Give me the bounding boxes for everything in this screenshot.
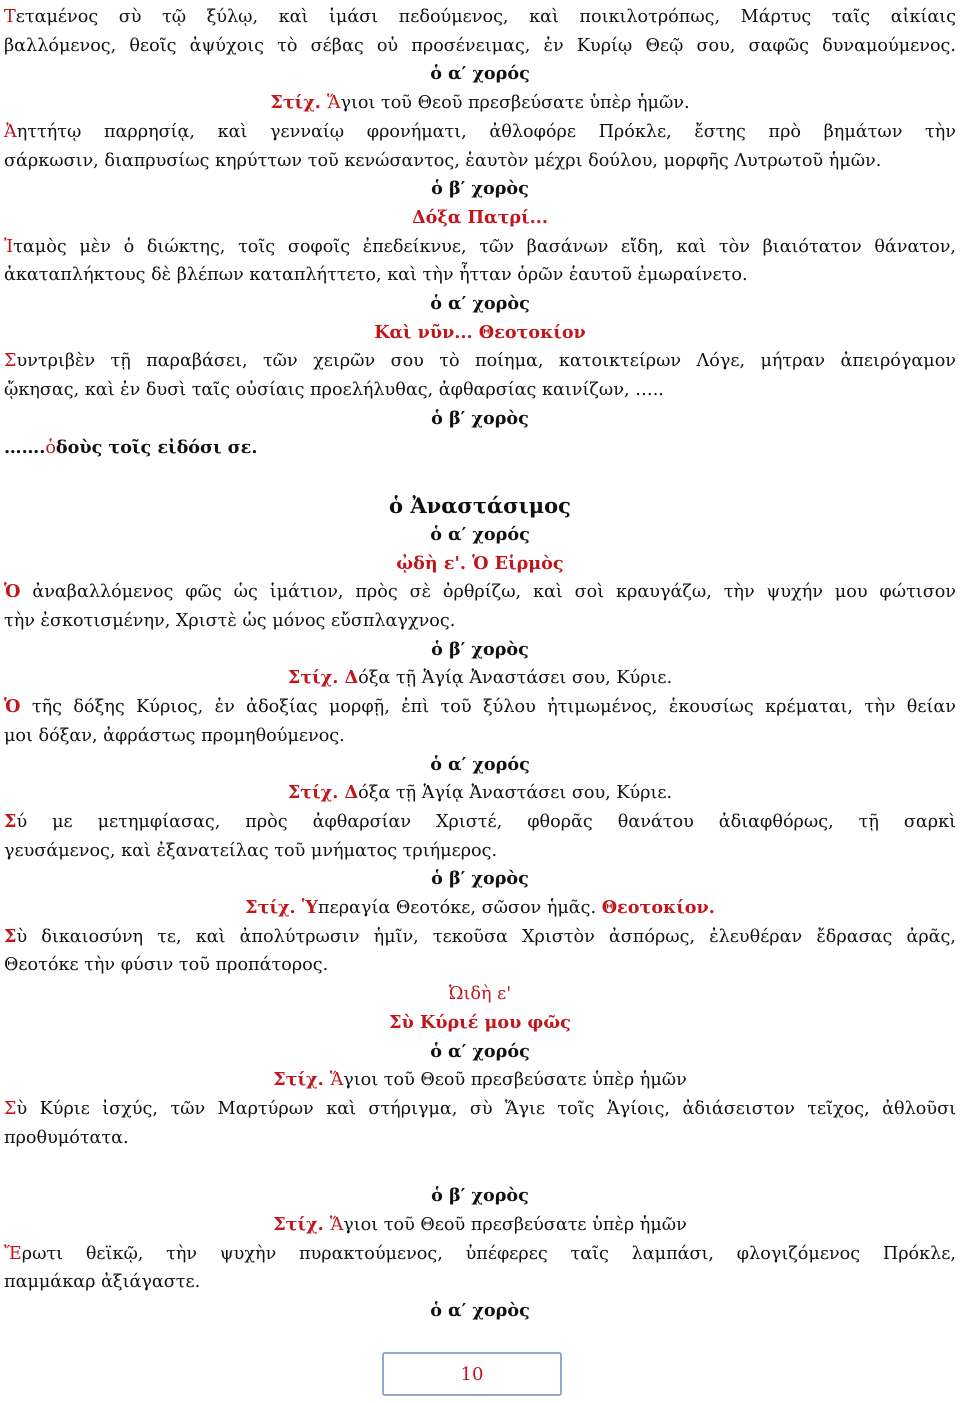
text-run: γιοι τοῦ Θεοῦ πρεσβεύσατε ὑπὲρ ἡμῶν xyxy=(343,1070,687,1091)
text-line xyxy=(0,751,960,780)
text-line xyxy=(0,779,960,808)
text-run: Σ xyxy=(4,351,17,372)
text-line xyxy=(4,1240,956,1269)
text-line xyxy=(4,951,956,980)
text-run: περαγία Θεοτόκε, σῶσον ἡμᾶς. xyxy=(318,898,602,918)
text-run: ὁ β′ χορὸς xyxy=(431,1185,529,1207)
text-run: Θεοτοκίον. xyxy=(601,897,715,918)
text-run: υντριβὲν τῇ παραβάσει, τῶν χειρῶν σου τὸ ποίημα, κατοικτείρων Λόγε, μήτραν ἀπειρόγαμον xyxy=(16,351,956,372)
text-run: Στίχ. xyxy=(287,782,345,804)
text-run: γιοι τοῦ Θεοῦ πρεσβεύσατε ὑπὲρ ἡμῶν. xyxy=(340,93,690,114)
text-line xyxy=(4,607,956,636)
text-line xyxy=(4,923,956,952)
text-run: Σὺ Κύριέ μου φῶς xyxy=(389,1011,571,1033)
text-line xyxy=(0,204,960,233)
text-run: Καὶ νῦν... Θεοτοκίον xyxy=(374,321,586,343)
text-run: Τ xyxy=(4,7,16,27)
text-run: Ἅ xyxy=(329,1070,344,1091)
text-run: Σ xyxy=(4,925,17,947)
text-run: μοι δόξαν, ἀφράστως προμηθούμενος. xyxy=(4,725,345,746)
text-run: σάρκωσιν, διαπρυσίως κηρύττων τοῦ κενώσαντος, ἑαυτὸν μέχρι δούλου, μορφῆς Λυτρωτοῦ ἡμῶν. xyxy=(4,150,882,171)
text-line xyxy=(0,1182,960,1211)
text-run: ὁ α′ χορός xyxy=(430,1040,530,1062)
text-run: ὁ α′ χορός xyxy=(430,753,530,775)
text-run: Σ xyxy=(4,1098,17,1119)
text-run: Ὁ xyxy=(4,581,21,603)
text-line xyxy=(0,319,960,348)
text-run: βαλλόμενος, θεοῖς ἀψύχοις τὸ σέβας οὐ προσένειμας, ἐν Κυρίῳ Θεῷ σου, σαφῶς δυναμούμενος. xyxy=(4,35,956,56)
text-run: ἀναβαλλόμενος φῶς ὡς ἱμάτιον, πρὸς σὲ ὀρθρίζω, καὶ σοὶ κραυγάζω, τὴν ψυχήν μου φώτισον xyxy=(20,582,956,603)
text-run: Στίχ. xyxy=(245,897,302,918)
text-line xyxy=(4,261,956,290)
text-run: Ὑ xyxy=(301,897,319,918)
text-line xyxy=(0,1297,960,1326)
text-line xyxy=(4,837,956,866)
text-run: παμμάκαρ ἀξιάγαστε. xyxy=(4,1272,201,1293)
text-line xyxy=(0,1038,960,1067)
text-run: Ἅ xyxy=(329,1215,344,1235)
text-run: ύ με μετημφίασας, πρὸς ἀφθαρσίαν Χριστέ, φθορᾶς θανάτου ἀδιαφθόρως, τῇ σαρκὶ xyxy=(16,811,956,832)
text-run: ταμὸς μὲν ὁ διώκτης, τοῖς σοφοῖς ἐπεδείκνυε, τῶν βασάνων εἴδη, καὶ τὸν βιαιότατον θάνατον, xyxy=(13,236,956,257)
text-line xyxy=(4,376,956,405)
text-run: προθυμότατα. xyxy=(4,1127,129,1148)
text-line xyxy=(4,233,956,262)
text-line xyxy=(0,492,960,523)
text-line xyxy=(4,147,956,176)
text-line xyxy=(0,550,960,579)
text-line xyxy=(4,578,956,607)
text-line xyxy=(4,1268,956,1297)
text-run: Ὁ xyxy=(4,696,21,718)
text-run: Στίχ. xyxy=(273,1069,330,1091)
page-number: 10 xyxy=(460,1364,484,1385)
text-run: Στίχ. xyxy=(273,1214,330,1235)
text-run: Ὠιδὴ ε' xyxy=(448,984,512,1005)
text-line xyxy=(4,1124,956,1153)
text-run: Ἀ xyxy=(4,121,17,142)
text-run: ……. xyxy=(4,436,46,458)
text-line xyxy=(4,347,956,376)
text-run: όξα τῇ Ἁγίᾳ Ἀναστάσει σου, Κύριε. xyxy=(358,668,673,689)
text-line xyxy=(4,693,956,722)
text-run: Ἅ xyxy=(327,93,341,114)
text-run: τῆς δόξης Κύριος, ἐν ἀδοξίας μορφῇ, ἐπὶ τοῦ ξύλου ἠτιμωμένος, ἑκουσίως κρέμαται, τὴν θείαν xyxy=(20,697,956,718)
text-line xyxy=(4,808,956,837)
text-line xyxy=(0,980,960,1009)
text-run: δοὺς τοῖς εἰδόσι σε. xyxy=(55,436,258,458)
text-line xyxy=(4,1095,956,1124)
text-run: Δ xyxy=(344,667,359,689)
text-run: εταμένος σὺ τῷ ξύλῳ, καὶ ἱμάσι πεδούμενος, καὶ ποικιλοτρόπως, Μάρτυς ταῖς αἰκίαις xyxy=(15,7,956,27)
text-run: όξα τῇ Ἁγίᾳ Ἀναστάσει σου, Κύριε. xyxy=(358,783,673,804)
text-line xyxy=(4,722,956,751)
text-line xyxy=(4,3,956,32)
text-run: ρωτι θεϊκῷ, τὴν ψυχὴν πυρακτούμενος, ὑπέφερες ταῖς λαμπάσι, φλογιζόμενος Πρόκλε, xyxy=(21,1243,956,1264)
text-line xyxy=(0,1066,960,1095)
text-line xyxy=(4,118,956,147)
text-run: ὁ β′ χορὸς xyxy=(431,178,529,200)
text-run: ὺ Κύριε ἰσχύς, τῶν Μαρτύρων καὶ στήριγμα, σὺ Ἅγιε τοῖς Ἁγίοις, ἀδιάσειστον τεῖχος, ἀθλοῦσι xyxy=(16,1098,956,1119)
text-line xyxy=(0,636,960,665)
page-number-box xyxy=(382,1352,562,1396)
text-line xyxy=(4,434,956,463)
text-run: ὁ α′ χορός xyxy=(430,523,530,545)
text-line xyxy=(0,175,960,204)
text-run: ὁ α′ χορὸς xyxy=(430,1300,530,1322)
text-run: γευσάμενος, καὶ ἐξανατείλας τοῦ μνήματος τριήμερος. xyxy=(4,840,498,861)
text-line xyxy=(0,664,960,693)
text-run: Θεοτόκε τὴν φύσιν τοῦ προπάτορος. xyxy=(4,955,329,976)
text-line xyxy=(0,405,960,434)
text-run: γιοι τοῦ Θεοῦ πρεσβεύσατε ὑπὲρ ἡμῶν xyxy=(343,1215,687,1235)
text-line xyxy=(0,290,960,319)
text-run: ὁ α′ χορός xyxy=(430,63,530,85)
text-line xyxy=(0,60,960,89)
text-run: ᾤκησας, καὶ ἐν δυσὶ ταῖς οὐσίαις προελήλυθας, ἀφθαρσίας καινίζων, ….. xyxy=(4,380,664,401)
text-line xyxy=(0,865,960,894)
text-line xyxy=(0,521,960,550)
text-run: Σ xyxy=(4,810,17,832)
text-run: ὁ α′ χορὸς xyxy=(430,293,530,314)
text-line xyxy=(0,1009,960,1038)
text-run: Στίχ. xyxy=(287,667,345,689)
text-run: ηττήτῳ παρρησίᾳ, καὶ γενναίῳ φρονήματι, ἀθλοφόρε Πρόκλε, ἔστης πρὸ βημάτων τὴν xyxy=(16,121,956,142)
text-run: ὁ β′ χορὸς xyxy=(431,868,529,890)
text-run: Δόξα Πατρί... xyxy=(411,206,549,228)
text-line xyxy=(0,1211,960,1240)
text-run: ὺ δικαιοσύνη τε, καὶ ἀπολύτρωσιν ἡμῖν, τεκοῦσα Χριστὸν ἀσπόρως, ἐλευθέραν ἔδρασας ἀρᾶς, xyxy=(16,926,956,947)
text-run: ὁ β′ χορὸς xyxy=(431,407,529,429)
text-run: ἀκαταπλήκτους δὲ βλέπων καταπλήττετο, καὶ τὴν ἧτταν ὁρῶν ἑαυτοῦ ἐμωραίνετο. xyxy=(4,265,748,286)
text-line xyxy=(4,32,956,61)
text-line xyxy=(0,89,960,118)
text-run: ὁ β′ χορὸς xyxy=(431,638,529,660)
text-run: Ἔ xyxy=(4,1243,22,1264)
text-run: Δ xyxy=(344,782,359,804)
text-run: Ἰ xyxy=(4,236,14,257)
text-run: ὁ Ἀναστάσιμος xyxy=(389,493,571,519)
text-run: ᾠδὴ ε'. Ὁ Εἱρμὸς xyxy=(396,552,564,574)
text-run: Στίχ. xyxy=(270,92,328,114)
text-line xyxy=(0,894,960,923)
text-run: τὴν ἐσκοτισμένην, Χριστὲ ὡς μόνος εὔσπλαγχνος. xyxy=(4,611,456,631)
text-run: ὁ xyxy=(45,437,56,458)
